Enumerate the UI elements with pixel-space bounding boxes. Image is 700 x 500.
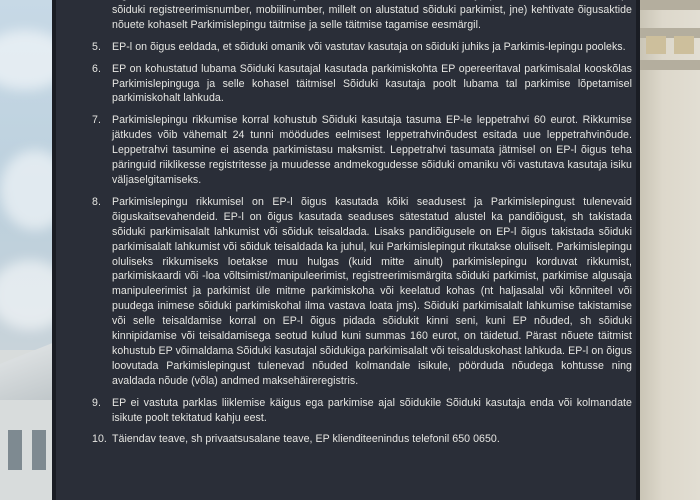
item-number: 10. [92, 433, 107, 446]
item-text: EP-l on õigus eeldada, et sõiduki omanik või vastutav kasutaja on sõiduki juhiks ja Parkimis-lepingu pooleks. [112, 40, 626, 53]
building-left [0, 350, 60, 500]
list-item [92, 0, 632, 33]
item-text: Parkimislepingu rikkumise korral kohustub Sõiduki kasutaja tasuma EP-le leppetrahvi 60 eurot. Rikkumise jätkudes võib vähemalt 24 tunni möödudes eelmisest leppetrahvinõudest esitada uue leppetrahvinõude. Leppetrahvi tasumine ei asenda parkimistasu maksmist. Leppetrahvi tasumata jätmisel on EP-l õigus teha päringuid riiklikesse registritesse ja muudesse andmekogudesse sõiduki omaniku või vastutava kasutaja isiku väljaselgitamiseks. [112, 114, 632, 186]
list-item [92, 113, 632, 188]
item-number: 9. [92, 396, 101, 409]
building-window [8, 430, 22, 470]
list-item [92, 62, 632, 107]
building-block [674, 36, 694, 54]
item-number: 7. [92, 114, 101, 127]
list-item [92, 40, 632, 55]
item-text: EP on kohustatud lubama Sõiduki kasutajal kasutada parkimiskohta EP opereeritaval parkimisalal kooskõlas Parkimislepinguga ja selle kohasel täitmisel Sõiduki kasutaja poolt lubama tal parkimise lõpetamisel parkimiskohalt lahkuda. [112, 62, 632, 105]
building-block [646, 36, 666, 54]
list-item [92, 396, 632, 426]
parking-rules-sign [52, 0, 640, 500]
item-text: Parkimislepingu rikkumisel on EP-l õigus kasutada kõiki seadusest ja Parkimislepingust tulenevaid õiguskaitsevahendeid. EP-l on õigus kasutada seaduses sätestatud alustel ka pandiõigust, sh takistada sõiduki parkimisalalt lahkumist või sõiduk teisaldada. Lisaks pandiõigusele on EP-l õigus takistada sõiduki parkimisalalt lahkumist või sõiduk teisaldada ka juhul, kui Parkimislepingut rikutakse oluliselt. Parkimislepingu oluliseks rikkumiseks loetakse muu hulgas (kuid mitte ainult) parkimislepingu korduvat rikkumist, parkimiskaardi või -loa võltsimist/manipuleerimist, registreerimismärgita sõiduki parkimist, parkimise algusaja manipuleerimist ja parkimist üle mitme parkimiskoha või keelatud kohas (nt haljasalal või kõnniteel või puudega inimese sõiduki parkimiskohal ilma vastava loata jms). Sõiduki parkimisalalt lahkumise takistamise või selle teisaldamise korral on EP-l õigus pidada sõidukit kinni seni, kuni EP nõuded, sh sõiduki kinnipidamise või teisaldamisega seotud kulud kuni summas 160 eurot, on täidetud. Pärast nõuete täitmist kohustub EP võimaldama Sõiduki kasutajal sõidukiga parkimisalalt või teisalduskohast lahkuda. EP-l on õigus loovutada Parkimislepingust tulenevad nõuded kolmandale isikule, pöörduda nõudega kohtusse ning avaldada nõude (võla) andmed maksehäireregistris. [112, 195, 632, 387]
item-number: 8. [92, 195, 101, 208]
item-text: Täiendav teave, sh privaatsusalane teave, EP klienditeenindus telefonil 650 0650. [112, 433, 500, 446]
building-band [638, 0, 700, 10]
building-window [32, 430, 46, 470]
building-right [638, 0, 700, 500]
sign-text [92, 0, 632, 454]
list-item [92, 195, 632, 389]
item-text: EP ei vastuta parklas liiklemise käigus ega parkimise ajal sõidukile Sõiduki kasutaja enda või kolmandate isikute poolt tekitatud kahju eest. [112, 396, 632, 424]
list-item [92, 432, 632, 447]
item-number: 6. [92, 62, 101, 75]
item-text: sõiduki registreerimisnumber, mobiilinumber, millelt on alustatud sõiduki parkimist, jne) kehtivate õigusaktide nõuete kohaselt Parkimislepingu täitmise ja selle täitmise tagamise eesmärgil. [112, 3, 632, 31]
building-band [638, 60, 700, 70]
item-number: 5. [92, 40, 101, 53]
